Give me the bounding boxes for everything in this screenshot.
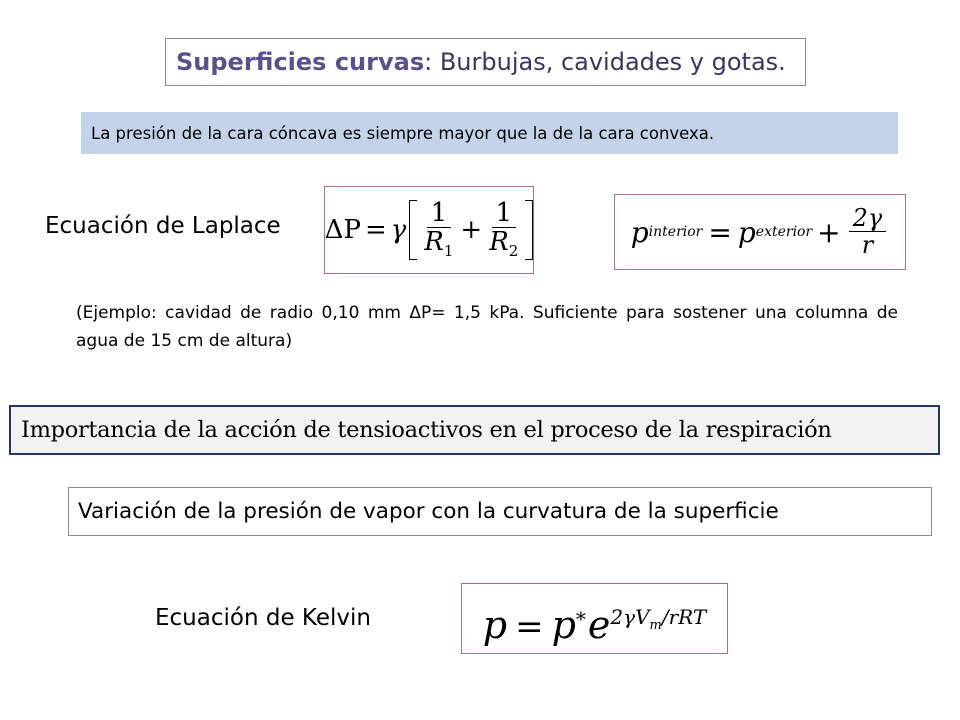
r2-subscript: 2: [508, 242, 519, 261]
exponent: [610, 605, 706, 633]
exterior-subscript: exterior: [755, 224, 813, 240]
plus-sign-2: +: [817, 215, 841, 249]
numerator-2: 1: [492, 200, 517, 228]
example-text: (Ejemplo: cavidad de radio 0,10 mm ΔP= 1,5 kPa. Suficiente para sostener una columna de agua de 15 cm de altura): [76, 303, 898, 351]
title-rest: : Burbujas, cavidades y gotas.: [424, 48, 786, 76]
denominator-r: r: [861, 230, 874, 259]
p-exterior: p: [737, 215, 756, 249]
r1-subscript: 1: [443, 242, 454, 261]
subtitle-box: La presión de la cara cóncava es siempre mayor que la de la cara convexa.: [81, 112, 898, 154]
exponent-rest: /rRT: [661, 605, 707, 629]
star-superscript: *: [575, 607, 586, 631]
p-interior: p: [630, 215, 649, 249]
kelvin-label: Ecuación de Kelvin: [155, 605, 371, 631]
equals-sign-2: =: [708, 215, 732, 249]
title-box: [165, 38, 806, 86]
laplace-formula: [324, 186, 534, 274]
r2-symbol: R: [489, 227, 509, 258]
fraction-r2: [485, 200, 522, 260]
equals-sign-3: =: [515, 607, 544, 647]
gamma-symbol: γ: [390, 215, 407, 245]
bracket-group: [409, 200, 533, 260]
equals-sign: =: [364, 215, 387, 245]
exponent-subscript: m: [649, 618, 662, 633]
fraction-r1: [420, 200, 457, 260]
e-symbol: e: [587, 603, 611, 647]
numerator-2gamma: 2γ: [849, 206, 887, 232]
laplace-label: Ecuación de Laplace: [45, 213, 281, 239]
numerator-1: 1: [427, 200, 452, 228]
interior-subscript: interior: [648, 224, 703, 240]
r1-symbol: R: [424, 227, 444, 258]
plus-sign: +: [460, 214, 483, 245]
p-star-symbol: p: [551, 603, 576, 647]
kelvin-formula: [461, 583, 728, 654]
exponent-main: 2γV: [610, 605, 650, 629]
delta-p: ΔP: [324, 215, 361, 245]
variation-box: Variación de la presión de vapor con la curvatura de la superficie: [68, 487, 932, 536]
pressure-formula: [614, 194, 906, 270]
fraction-2gamma-r: [849, 203, 887, 259]
importance-box: Importancia de la acción de tensioactivos en el proceso de la respiración: [9, 405, 940, 455]
title-highlight: Superficies curvas: [176, 48, 425, 76]
p-symbol: p: [482, 603, 508, 647]
